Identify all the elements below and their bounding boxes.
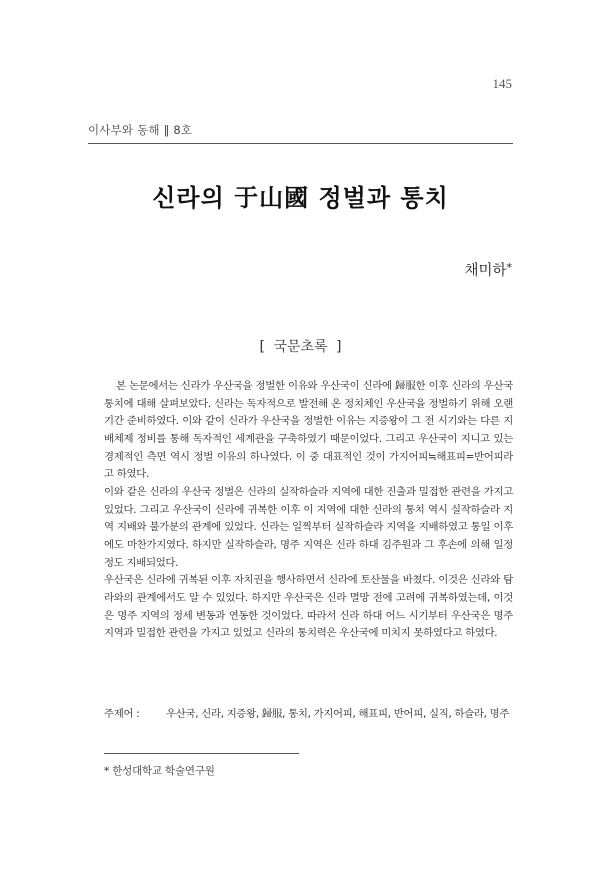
abstract-paragraph: 우산국은 신라에 귀복된 이후 자치권을 행사하면서 신라에 토산물을 바쳤다. 이것은 신라와 탐라와의 관계에서도 알 수 있었다. 하지만 우산국은 신라 멸망 전에 고려에 귀복하였는데, 이것은 명주 지역의 정세 변동과 연동한 것이었다. 따라서 신라 하대 어느 시기부터 우산국은 명주지역과 밀접한 관련을 가지고 있었고 신라의 통치력은 우산국에 미치지 못하였다고 하였다. [104,574,513,640]
keywords [104,706,513,723]
running-head: 이사부와 동해 ‖ 8호 [88,123,193,137]
header-divider [88,143,513,144]
footnote-divider [104,753,299,754]
author-footnote-mark: * [506,261,512,274]
author [464,259,512,280]
author-name: 채미하 [464,263,507,279]
abstract-heading: [ 국문초록 ] [259,339,342,355]
abstract-paragraph: 본 논문에서는 신라가 우산국을 정벌한 이유와 우산국이 신라에 歸服한 이후 신라의 우산국 통치에 대해 살펴보았다. 신라는 독자적으로 발전해 온 정치체인 우산국을 정벌하기 위해 오랜 기간 준비하였다. 이와 같이 신라가 우산국을 정벌한 이유는 지증왕이 그 전 시기와는 다른 지배체제 정비를 통해 독자적인 세계관을 구축하였기 때문이었다. 그리고 우산국이 지니고 있는 경제적인 측면 역시 정벌 이유의 하나였다. 이 중 대표적인 것이 가지어피≒해표피=반어피라고 하였다. [104,380,513,481]
abstract-body [104,378,513,643]
footnote: * 한성대학교 학술연구원 [104,765,215,777]
page-number: 145 [492,76,512,91]
keywords-text: 우산국, 신라, 지증왕, 歸服, 통치, 가지어피, 해표피, 반어피, 실직, 하슬라, 명주 [166,708,510,720]
abstract-paragraph: 이와 같은 신라의 우산국 정벌은 신라의 실작하슬라 지역에 대한 진출과 밀접한 관련을 가지고 있었다. 그리고 우산국이 신라에 귀복한 이후 이 지역에 대한 신라의 통치 역시 실작하슬라 지역 지배와 불가분의 관계에 있었다. 신라는 일찍부터 실작하슬라 지역을 지배하였고 통일 이후에도 마찬가지였다. 하지만 실작하슬라, 명주 지역은 신라 하대 김주원과 그 후손에 의해 일정 정도 지배되었다. [104,485,513,569]
paper-title: 신라의 于山國 정벌과 통치 [152,183,449,212]
keywords-label: 주제어 : [104,708,140,720]
